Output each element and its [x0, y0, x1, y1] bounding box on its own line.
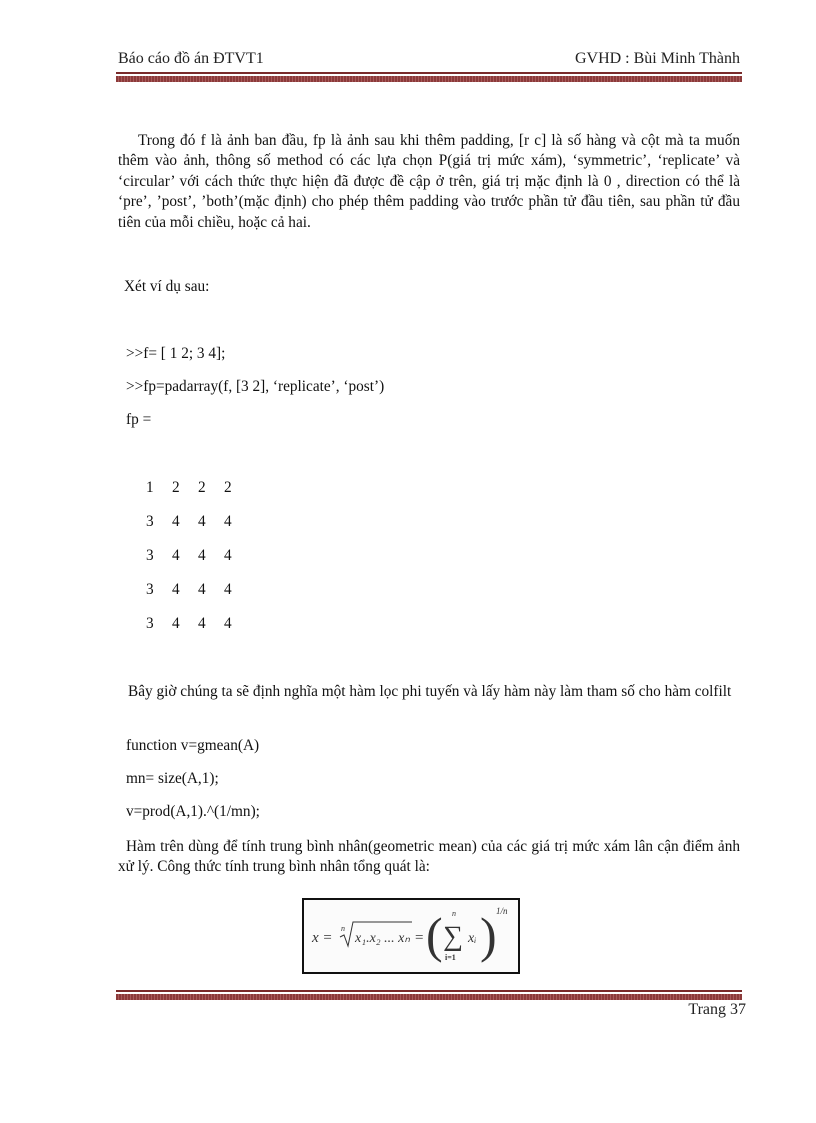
formula-lhs: x = — [312, 930, 333, 946]
matrix-row — [146, 581, 250, 599]
matrix-cell: 4 — [172, 615, 180, 632]
matrix-cell: 4 — [198, 547, 206, 564]
formula-term: xᵢ — [468, 931, 477, 946]
matrix-cell: 4 — [198, 581, 206, 598]
header-supervisor: GVHD : Bùi Minh Thành — [574, 50, 740, 67]
matrix-cell: 4 — [224, 581, 232, 598]
formula-exponent: 1/n — [496, 906, 508, 916]
matrix-row — [146, 547, 250, 565]
formula-root-index: n — [341, 924, 345, 933]
function-line-1: function v=gmean(A) — [126, 737, 260, 754]
page-number: Trang 37 — [688, 1001, 746, 1018]
header-divider — [116, 72, 742, 82]
matrix-cell: 4 — [224, 513, 232, 530]
matrix-cell: 2 — [198, 479, 206, 496]
matrix-cell: 4 — [172, 581, 180, 598]
matrix-cell: 4 — [198, 513, 206, 530]
example-intro: Xét ví dụ sau: — [124, 278, 210, 295]
code-line-3: fp = — [126, 411, 152, 428]
geometric-mean-formula — [302, 898, 520, 974]
paragraph-padarray-description: Trong đó f là ảnh ban đầu, fp là ảnh sau khi thêm padding, [r c] là số hàng và cột mà ta muốn thêm vào ảnh, thông số method có các lựa chọn P(giá trị mức xám), ‘symmetric’, ‘replicate’ và ‘circular’ với cách thức thực hiện đã được đề cập ở trên, giá trị mặc định là 0 , direction có thể là ‘pre’, ’post’, ’both’(mặc định) cho phép thêm padding vào trước phần tử đầu tiên, sau phần tử đầu tiên của mỗi chiều, hoặc cả hai. — [118, 132, 740, 231]
paragraph-geometric-mean: Hàm trên dùng để tính trung bình nhân(geometric mean) của các giá trị mức xám lân cận điểm ảnh xử lý. Công thức tính trung bình nhân tổng quát là: — [118, 838, 740, 876]
matrix-cell: 1 — [146, 479, 154, 496]
matrix-cell: 2 — [224, 479, 232, 496]
formula-sum-bottom: i=1 — [445, 953, 456, 962]
matrix-cell: 4 — [224, 547, 232, 564]
formula-sum-top: n — [452, 909, 456, 918]
matrix-cell: 3 — [146, 615, 154, 632]
matrix-cell: 4 — [172, 513, 180, 530]
function-line-3: v=prod(A,1).^(1/mn); — [126, 803, 260, 820]
code-line-1: >>f= [ 1 2; 3 4]; — [126, 345, 226, 362]
matrix-cell: 3 — [146, 581, 154, 598]
header-title: Báo cáo đồ án ĐTVT1 — [118, 50, 264, 67]
matrix-cell: 3 — [146, 547, 154, 564]
formula-radicand: x₁.x₂ ... xₙ — [355, 931, 410, 946]
formula-equals: = — [415, 930, 424, 946]
matrix-row — [146, 615, 250, 633]
right-paren: ) — [480, 907, 497, 963]
code-line-2: >>fp=padarray(f, [3 2], ‘replicate’, ‘post’) — [126, 378, 385, 395]
matrix-cell: 4 — [198, 615, 206, 632]
matrix-cell: 4 — [172, 547, 180, 564]
footer-divider — [116, 990, 742, 1000]
matrix-cell: 2 — [172, 479, 180, 496]
matrix-cell: 4 — [224, 615, 232, 632]
left-paren: ( — [426, 907, 443, 963]
function-line-2: mn= size(A,1); — [126, 770, 219, 787]
matrix-row — [146, 479, 250, 497]
paragraph-nonlinear-filter: Bây giờ chúng ta sẽ định nghĩa một hàm lọc phi tuyến và lấy hàm này làm tham số cho hàm colfilt — [128, 683, 732, 700]
matrix-cell: 3 — [146, 513, 154, 530]
matrix-row — [146, 513, 250, 531]
formula-sum-symbol: ∑ — [443, 921, 463, 952]
